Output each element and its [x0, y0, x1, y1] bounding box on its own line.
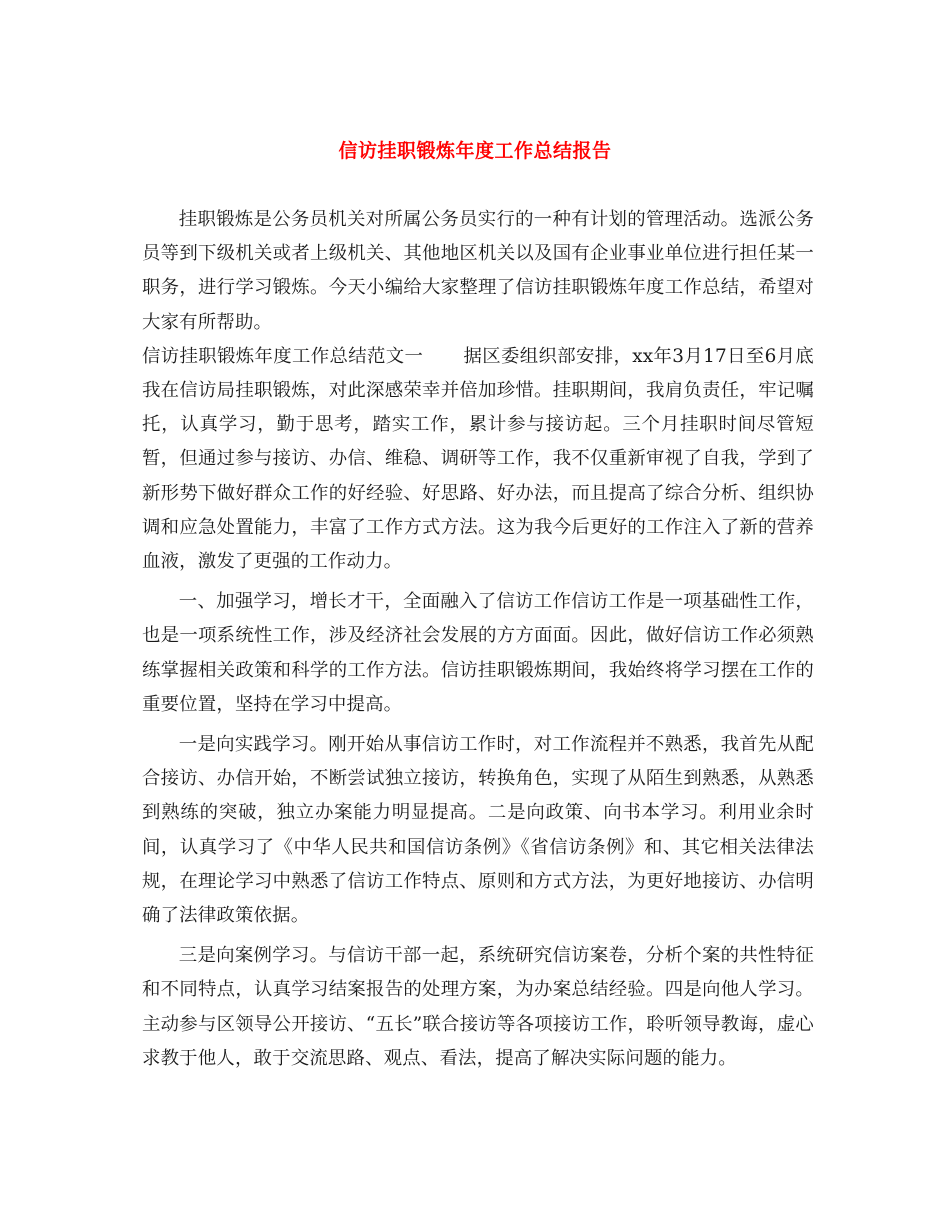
sample-heading: 信访挂职锻炼年度工作总结范文一 [142, 345, 424, 367]
sample-opening-paragraph: 据区委组织部安排，xx年3月17日至6月底我在信访局挂职锻炼，对此深感荣幸并倍加珍惜。挂职期间，我肩负责任，牢记嘱托，认真学习，勤于思考，踏实工作，累计参与接访起。三个月挂职时间尽管短暂，但通过参与接访、办信、维稳、调研等工作，我不仅重新审视了自我，学到了新形势下做好群众工作的好经验、好思路、好办法，而且提高了综合分析、组织协调和应急处置能力，丰富了工作方式方法。这为我今后更好的工作注入了新的营养血液，激发了更强的工作动力。 [142, 345, 814, 573]
practice-paragraph: 一是向实践学习。刚开始从事信访工作时，对工作流程并不熟悉，我首先从配合接访、办信开始，不断尝试独立接访，转换角色，实现了从陌生到熟悉，从熟悉到熟练的突破，独立办案能力明显提高。二是向政策、向书本学习。利用业余时间，认真学习了《中华人民共和国信访条例》《省信访条例》和、其它相关法律法规，在理论学习中熟悉了信访工作特点、原则和方式方法，为更好地接访、办信明确了法律政策依据。 [142, 734, 814, 927]
document-body [142, 203, 814, 1076]
case-study-paragraph: 三是向案例学习。与信访干部一起，系统研究信访案卷，分析个案的共性特征和不同特点，认真学习结案报告的处理方案，为办案总结经验。四是向他人学习。主动参与区领导公开接访、“五长”联合接访等各项接访工作，聆听领导教诲，虚心求教于他人，敢于交流思路、观点、看法，提高了解决实际问题的能力。 [142, 945, 814, 1069]
intro-paragraph: 挂职锻炼是公务员机关对所属公务员实行的一种有计划的管理活动。选派公务员等到下级机关或者上级机关、其他地区机关以及国有企业事业单位进行担任某一职务，进行学习锻炼。今天小编给大家整理了信访挂职锻炼年度工作总结，希望对大家有所帮助。 [142, 209, 814, 333]
document-title: 信访挂职锻炼年度工作总结报告 [338, 140, 612, 162]
learning-paragraph: 一、加强学习，增长才干，全面融入了信访工作信访工作是一项基础性工作，也是一项系统性工作，涉及经济社会发展的方方面面。因此，做好信访工作必须熟练掌握相关政策和科学的工作方法。信访挂职锻炼期间，我始终将学习摆在工作的重要位置，坚持在学习中提高。 [142, 591, 814, 715]
sample-section [142, 340, 814, 579]
